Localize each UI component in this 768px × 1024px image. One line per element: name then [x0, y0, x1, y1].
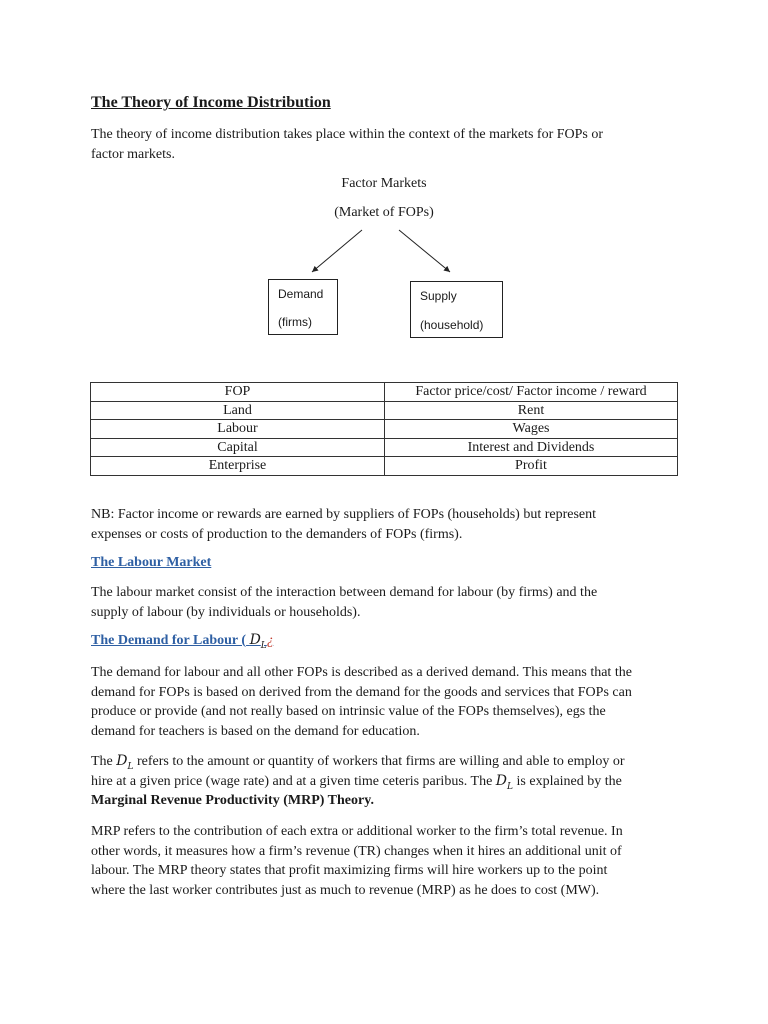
dl-symbol — [495, 772, 514, 792]
diagram-title: Factor Markets — [341, 176, 427, 191]
text-line: demand for teachers is based on the demand for education. — [91, 723, 420, 739]
demand-box — [268, 279, 338, 335]
mrp-paragraph — [91, 822, 681, 900]
dl-symbol — [249, 632, 267, 651]
dl-symbol-letter: D — [495, 772, 508, 789]
text-line — [91, 772, 681, 792]
table-header-row — [91, 383, 678, 402]
table-header: FOP — [91, 383, 385, 402]
table-cell: Capital — [91, 438, 385, 457]
labour-market-heading: The Labour Market — [91, 555, 212, 570]
dl-symbol-sub: L — [507, 781, 514, 792]
demand-sub: (firms) — [278, 315, 312, 329]
supply-label: Supply — [420, 289, 457, 303]
supply-sub: (household) — [420, 318, 484, 332]
table-cell: Rent — [385, 401, 678, 420]
table-cell: Labour — [91, 420, 385, 439]
text-line: other words, it measures how a firm’s revenue (TR) changes when it hires an additional unit of — [91, 843, 622, 859]
derived-demand-paragraph — [91, 663, 681, 741]
demand-labour-heading — [91, 632, 274, 651]
table-cell: Enterprise — [91, 457, 385, 476]
demand-labour-heading-text: The Demand for Labour ( — [91, 633, 247, 648]
text-fragment: hire at a given price (wage rate) and at a given time ceteris paribus. The — [91, 773, 493, 789]
table-row — [91, 420, 678, 439]
text-line: labour. The MRP theory states that profit maximizing firms will hire workers up to the point — [91, 863, 608, 878]
table-header: Factor price/cost/ Factor income / reward — [385, 383, 678, 402]
text-fragment: refers to the amount or quantity of workers that firms are willing and able to employ or — [136, 754, 625, 769]
text-line: demand for FOPs is based on derived from the demand for the goods and services that FOPs can — [91, 684, 632, 700]
table-row — [91, 438, 678, 457]
page-title: The Theory of Income Distribution — [91, 94, 331, 111]
table-row — [91, 401, 678, 420]
table-cell: Wages — [385, 420, 678, 439]
text-fragment: The — [91, 754, 113, 769]
table-row — [91, 457, 678, 476]
text-line: The demand for labour and all other FOPs is described as a derived demand. This means that the — [91, 665, 632, 680]
nb-paragraph — [91, 505, 681, 544]
text-line — [91, 752, 681, 772]
dl-symbol-sub: L — [127, 761, 134, 772]
trailing-mark: ¿ — [266, 633, 274, 648]
text-line: MRP refers to the contribution of each extra or additional worker to the firm’s total revenue. In — [91, 824, 623, 839]
arrow-to-supply — [399, 230, 450, 272]
arrow-to-demand — [312, 230, 362, 272]
text-fragment: is explained by the — [516, 773, 622, 789]
dl-definition-paragraph — [91, 752, 681, 811]
supply-box — [410, 281, 503, 338]
dl-symbol-letter: D — [116, 753, 128, 769]
text-line: NB: Factor income or rewards are earned by suppliers of FOPs (households) but represent — [91, 507, 597, 522]
table-cell: Interest and Dividends — [385, 438, 678, 457]
demand-label: Demand — [278, 287, 324, 301]
labour-market-paragraph — [91, 583, 681, 622]
text-line: factor markets. — [91, 146, 175, 162]
dl-symbol — [116, 753, 134, 772]
text-line: The labour market consist of the interaction between demand for labour (by firms) and the — [91, 585, 598, 600]
dl-symbol-sub: L — [260, 640, 267, 651]
table-cell: Profit — [385, 457, 678, 476]
text-line: produce or provide (and not really based on intrinsic value of the FOPs themselves), egs the — [91, 704, 606, 719]
text-line: supply of labour (by individuals or households). — [91, 604, 361, 620]
text-line: expenses or costs of production to the demanders of FOPs (firms). — [91, 526, 463, 542]
dl-symbol-letter: D — [249, 632, 261, 648]
table-cell: Land — [91, 401, 385, 420]
mrp-theory-bold: Marginal Revenue Productivity (MRP) Theory. — [91, 793, 374, 808]
text-line: where the last worker contributes just as much to revenue (MRP) as he does to cost (MW). — [91, 882, 600, 898]
text-line: The theory of income distribution takes place within the context of the markets for FOPs or — [91, 127, 604, 142]
fop-table — [90, 382, 678, 476]
diagram-subtitle: (Market of FOPs) — [334, 205, 434, 220]
